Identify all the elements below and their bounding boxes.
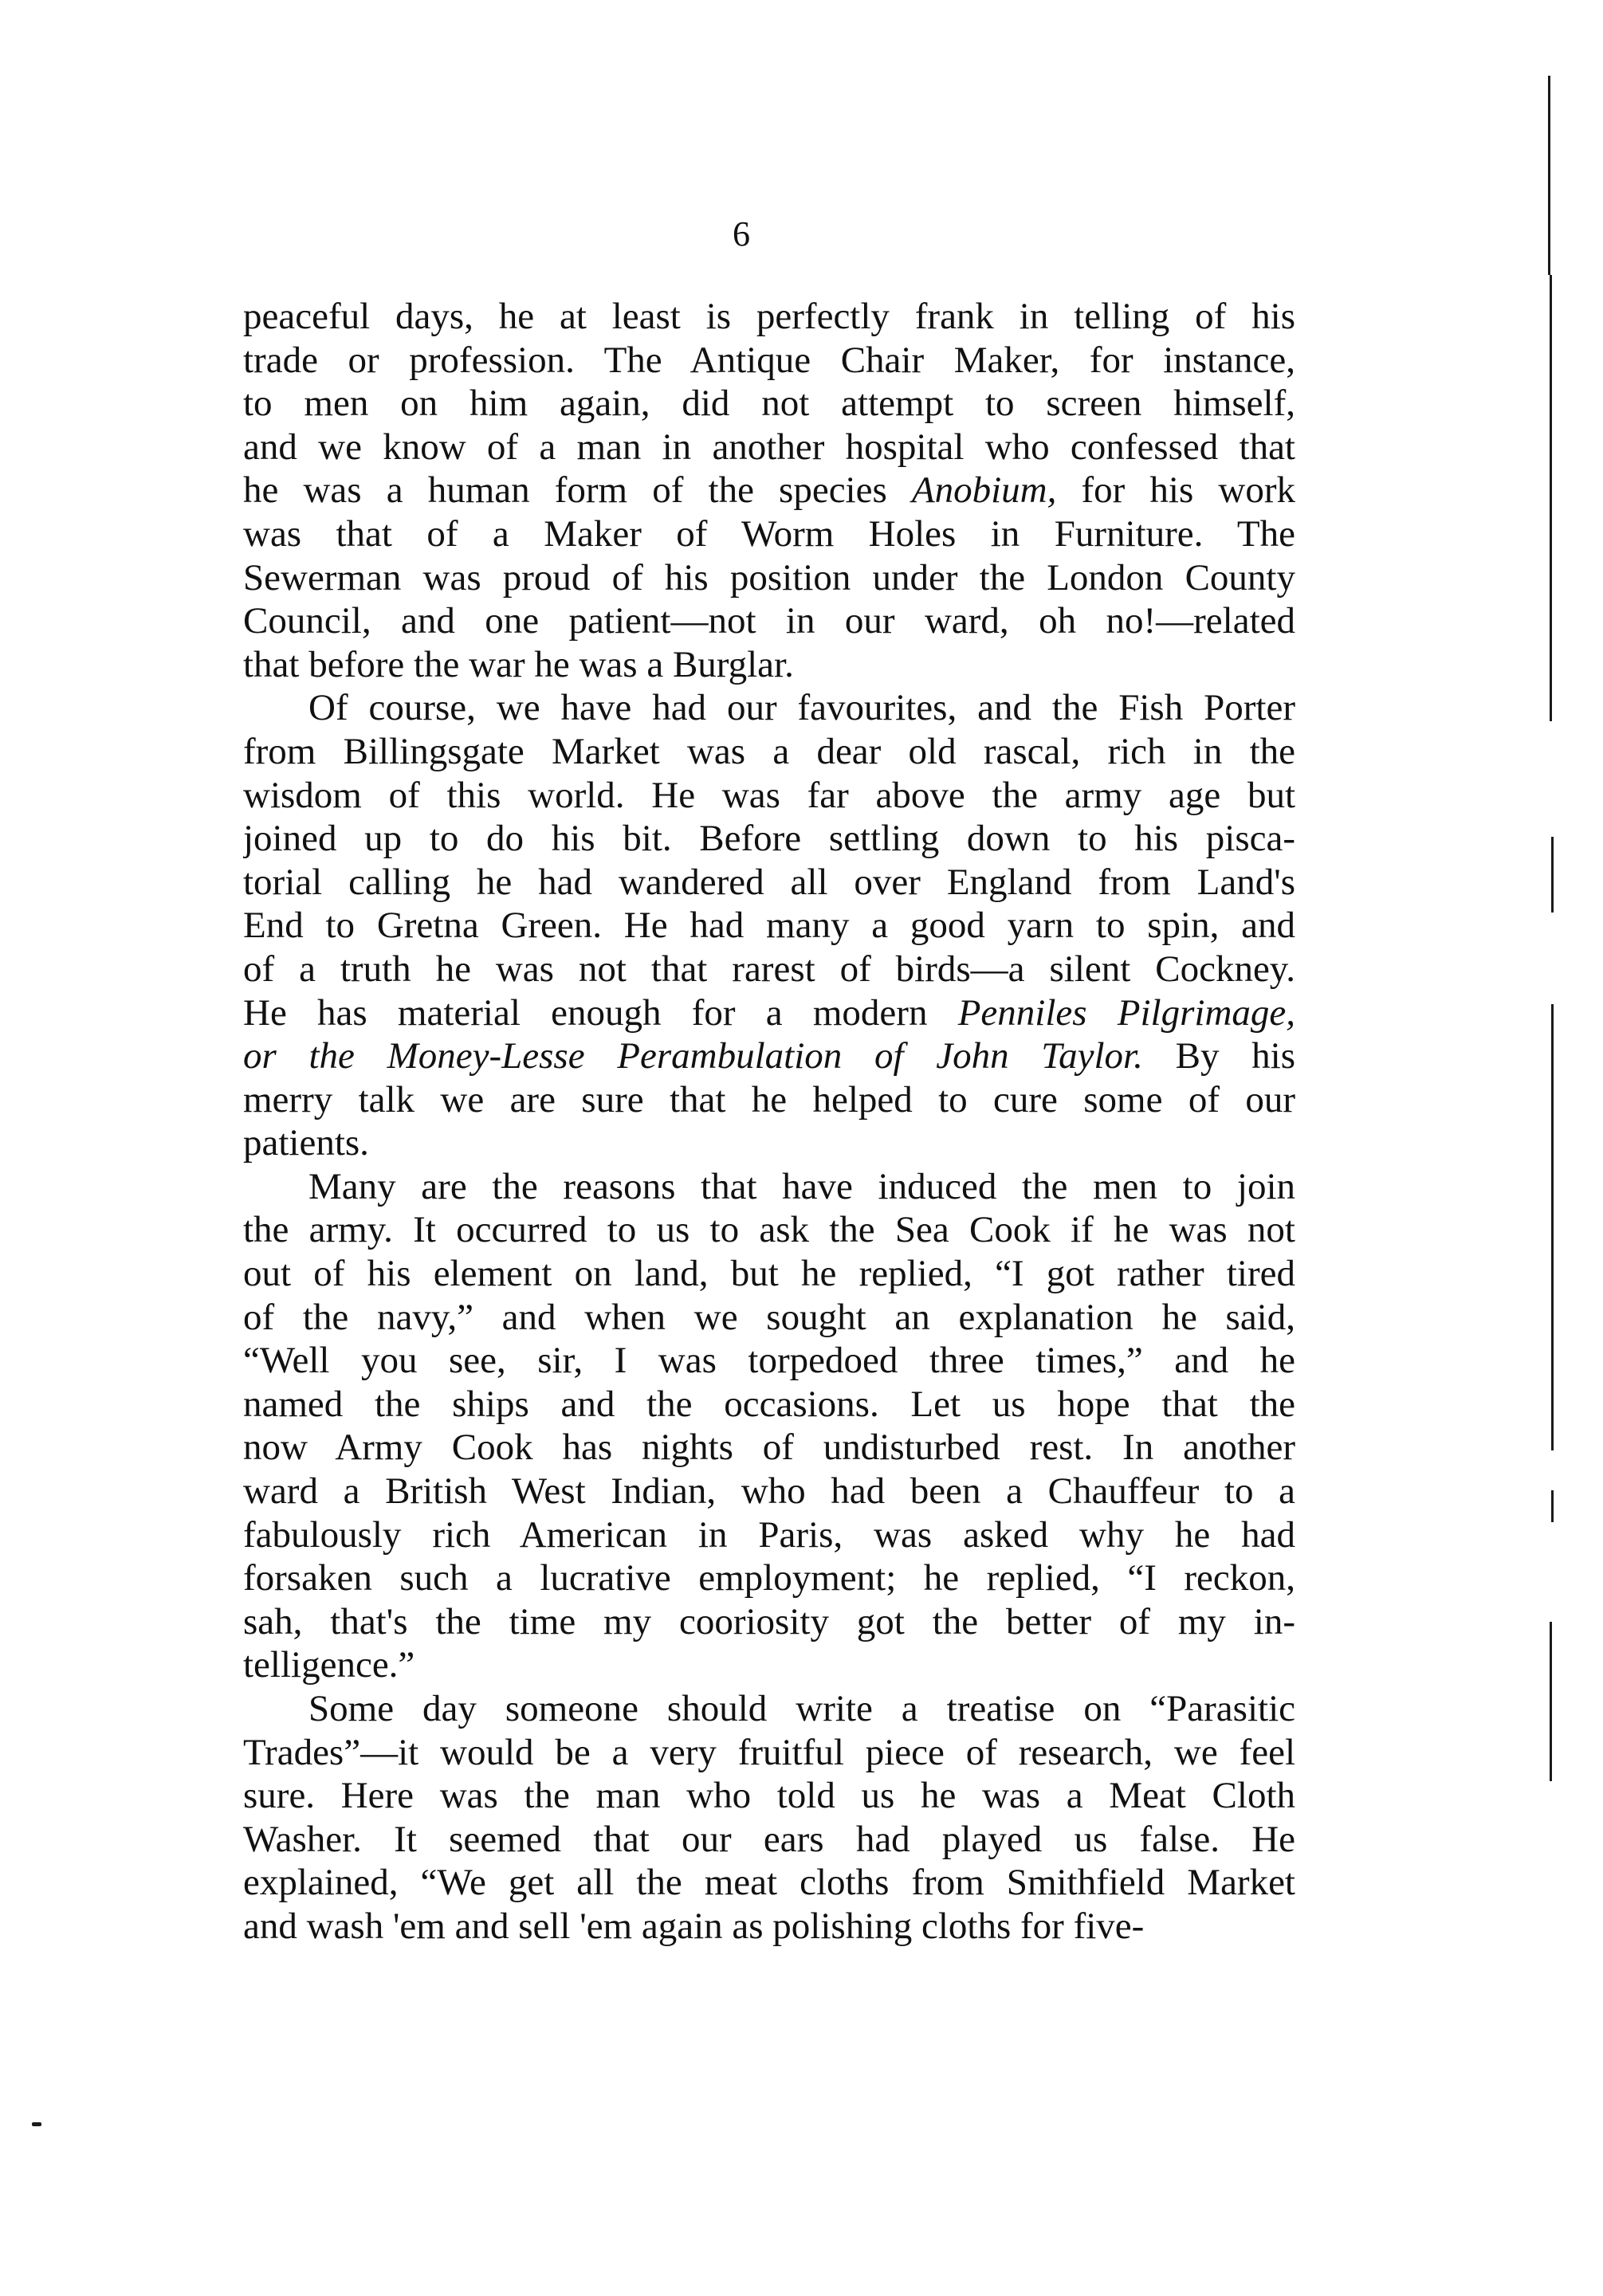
scan-edge-mark	[1548, 76, 1550, 275]
scan-dot-mark	[32, 2122, 41, 2126]
text-line: He has material enough for a modern Penniles Pilgrimage,	[243, 991, 1295, 1034]
text-line: “Well you see, sir, I was torpedoed three times,” and he	[243, 1340, 1295, 1382]
text-line: joined up to do his bit. Before settling down to his pisca-	[243, 818, 1295, 860]
text-line: of a truth he was not that rarest of birds—a silent Cockney.	[243, 948, 1295, 990]
text-line: he was a human form of the species Anobium, for his work	[243, 469, 1295, 512]
text-line: from Billingsgate Market was a dear old rascal, rich in the	[243, 730, 1295, 772]
text-line: telligence.”	[243, 1644, 415, 1686]
text-line: of the navy,” and when we sought an explanation he said,	[243, 1296, 1295, 1338]
text-line: sure. Here was the man who told us he was a Meat Cloth	[243, 1775, 1295, 1817]
page-number: 6	[733, 214, 750, 253]
text-line: was that of a Maker of Worm Holes in Furniture. The	[243, 512, 1295, 555]
text-line: forsaken such a lucrative employment; he replied, “I reckon,	[243, 1557, 1295, 1599]
text-line: explained, “We get all the meat cloths from Smithfield Market	[243, 1862, 1295, 1904]
text-line: Many are the reasons that have induced the men to join	[308, 1165, 1295, 1207]
text-line: that before the war he was a Burglar.	[243, 643, 794, 685]
scan-edge-mark	[1550, 1622, 1552, 1781]
text-line: now Army Cook has nights of undisturbed rest. In another	[243, 1427, 1295, 1469]
scan-edge-mark	[1551, 1004, 1554, 1450]
text-line: Some day someone should write a treatise on “Parasitic	[308, 1688, 1295, 1729]
text-line: merry talk we are sure that he helped to cure some of our	[243, 1078, 1295, 1121]
text-line: Of course, we have had our favourites, and the Fish Porter	[308, 687, 1295, 729]
body-text	[243, 295, 1295, 1949]
text-line: wisdom of this world. He was far above the army age but	[243, 774, 1295, 816]
scan-edge-mark	[1551, 1490, 1554, 1522]
text-line: torial calling he had wandered all over England from Land's	[243, 861, 1295, 903]
text-line: or the Money-Lesse Perambulation of John Taylor. By his	[243, 1035, 1295, 1077]
text-line: sah, that's the time my cooriosity got the better of my in-	[243, 1600, 1295, 1643]
text-line: trade or profession. The Antique Chair Maker, for instance,	[243, 339, 1295, 381]
text-line: Washer. It seemed that our ears had played us false. He	[243, 1818, 1295, 1860]
text-line: fabulously rich American in Paris, was asked why he had	[243, 1513, 1295, 1556]
text-line: the army. It occurred to us to ask the Sea Cook if he was not	[243, 1209, 1295, 1251]
text-line: ward a British West Indian, who had been a Chauffeur to a	[243, 1470, 1295, 1513]
italic-title: or the Money-Lesse Perambulation of John Taylor.	[243, 1035, 1143, 1077]
text-line: peaceful days, he at least is perfectly frank in telling of his	[243, 296, 1295, 337]
text-line: named the ships and the occasions. Let us hope that the	[243, 1383, 1295, 1425]
text-line: Trades”—it would be a very fruitful piece of research, we feel	[243, 1731, 1295, 1773]
text-line: and we know of a man in another hospital who confessed that	[243, 426, 1295, 468]
text-line: Sewerman was proud of his position under the London County	[243, 556, 1295, 599]
italic-title: Anobium,	[911, 469, 1057, 512]
scan-edge-mark	[1551, 837, 1554, 913]
text-line: out of his element on land, but he replied, “I got rather tired	[243, 1253, 1295, 1295]
text-line: End to Gretna Green. He had many a good yarn to spin, and	[243, 905, 1295, 947]
text-line: to men on him again, did not attempt to screen himself,	[243, 383, 1295, 425]
italic-title: Penniles Pilgrimage,	[957, 991, 1295, 1034]
text-line: patients.	[243, 1122, 369, 1164]
text-line: Council, and one patient—not in our ward, oh no!—related	[243, 600, 1295, 642]
text-line: and wash 'em and sell 'em again as polishing cloths for five-	[243, 1905, 1145, 1947]
scan-edge-mark	[1550, 275, 1552, 721]
